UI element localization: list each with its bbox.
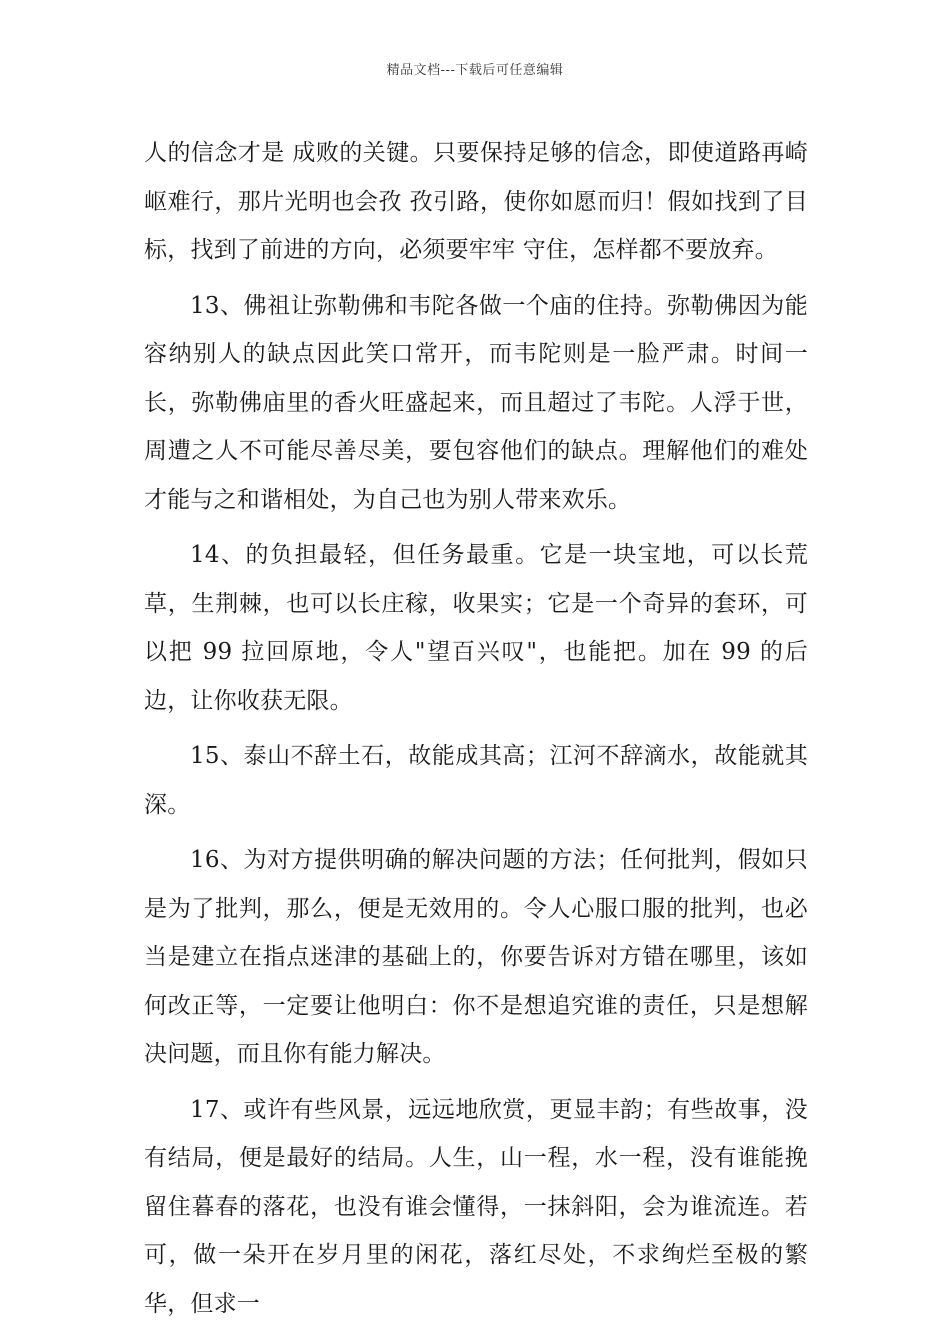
paragraph-14: 14、的负担最轻，但任务最重。它是一块宝地，可以长荒草，生荆棘，也可以长庄稼，收果实；它是一个奇异的套环，可以把 99 拉回原地，令人"望百兴叹"，也能把。加在 99 的后边，让你收获无限。 bbox=[144, 542, 808, 714]
paragraph-continuation: 人的信念才是 成败的关键。只要保持足够的信念，即使道路再崎岖难行，那片光明也会孜 孜引路，使你如愿而归！假如找到了目标，找到了前进的方向，必须要牢牢 守住，怎样都不要放弃。 bbox=[144, 140, 808, 263]
page-header: 精品文档---下载后可任意编辑 bbox=[386, 63, 564, 78]
document-body bbox=[144, 129, 808, 1328]
paragraph-16: 16、为对方提供明确的解决问题的方法；任何批判，假如只是为了批判，那么，便是无效用的。令人心服口服的批判，也必当是建立在指点迷津的基础上的，你要告诉对方错在哪里，该如何改正等，一定要让他明白：你不是想追究谁的责任，只是想解决问题，而且你有能力解决。 bbox=[144, 847, 808, 1067]
paragraph-13: 13、佛祖让弥勒佛和韦陀各做一个庙的住持。弥勒佛因为能容纳别人的缺点因此笑口常开，而韦陀则是一脸严肃。时间一长，弥勒佛庙里的香火旺盛起来，而且超过了韦陀。人浮于世，周遭之人不可能尽善尽美，要包容他们的缺点。理解他们的难处才能与之和谐相处，为自己也为别人带来欢乐。 bbox=[144, 292, 808, 513]
paragraph-17: 17、或许有些风景，远远地欣赏，更显丰韵；有些故事，没有结局，便是最好的结局。人生，山一程，水一程，没有谁能挽留住暮春的落花，也没有谁会懂得，一抹斜阳，会为谁流连。若可，做一朵开在岁月里的闲花，落红尽处，不求绚烂至极的繁华，但求一 bbox=[144, 1096, 808, 1317]
paragraph-15: 15、泰山不辞土石，故能成其高；江河不辞滴水，故能就其深。 bbox=[144, 743, 808, 818]
